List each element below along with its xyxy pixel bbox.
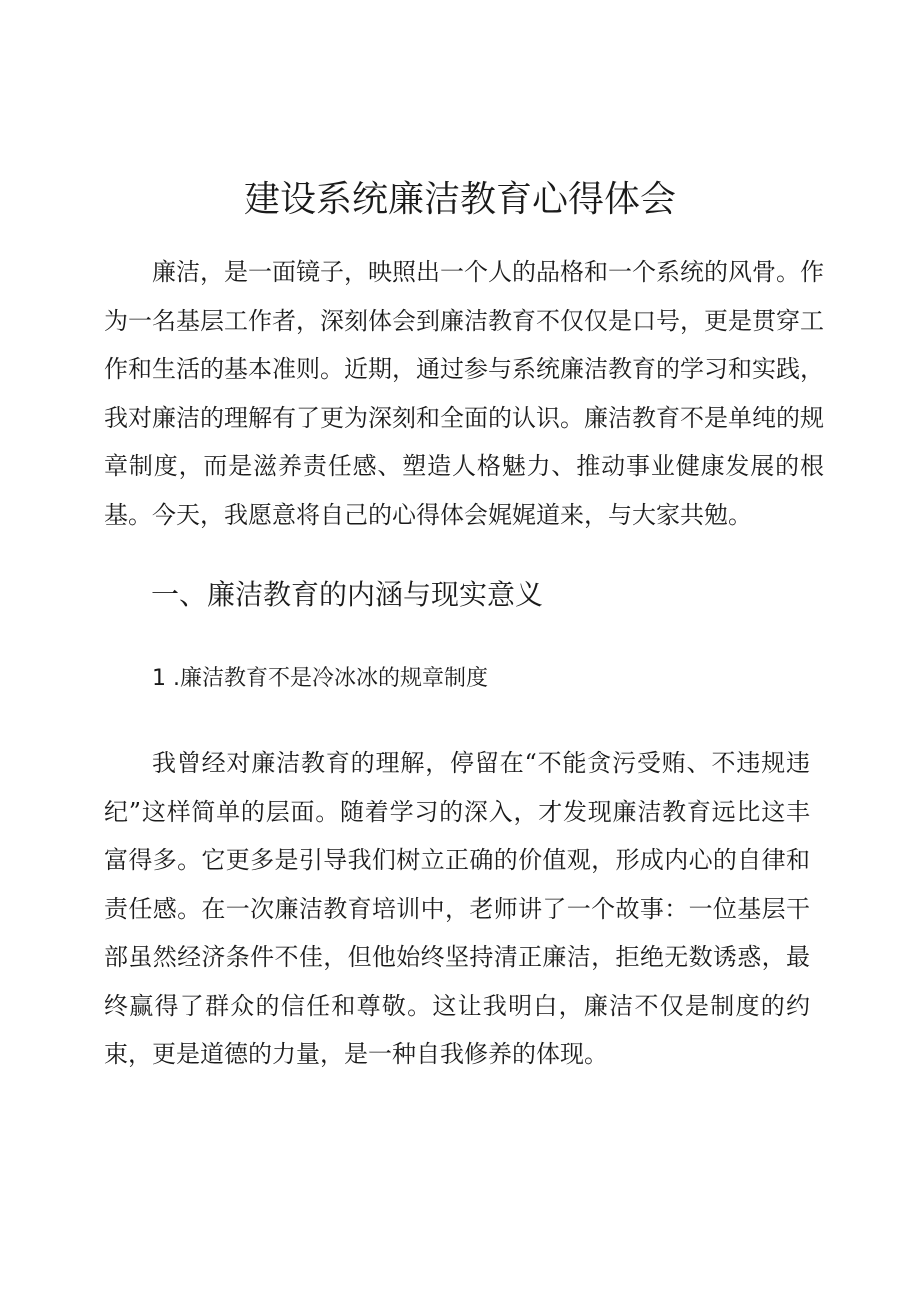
subsection-paragraph: 我曾经对廉洁教育的理解，停留在“不能贪污受贿、不违规违纪”这样简单的层面。随着学习的深入，才发现廉洁教育远比这丰富得多。它更多是引导我们树立正确的价值观，形成内心的自律和责任感。在一次廉洁教育培训中，老师讲了一个故事：一位基层干部虽然经济条件不佳，但他始终坚持清正廉洁，拒绝无数诱惑，最终赢得了群众的信任和尊敬。这让我明白，廉洁不仅是制度的约束，更是道德的力量，是一种自我修养的体现。 bbox=[104, 749, 810, 1068]
intro-paragraph: 廉洁，是一面镜子，映照出一个人的品格和一个系统的风骨。作为一名基层工作者，深刻体会到廉洁教育不仅仅是口号，更是贯穿工作和生活的基本准则。近期，通过参与系统廉洁教育的学习和实践，我对廉洁的理解有了更为深刻和全面的认识。廉洁教育不是单纯的规章制度，而是滋养责任感、塑造人格魅力、推动事业健康发展的根基。今天，我愿意将自己的心得体会娓娓道来，与大家共勉。 bbox=[104, 258, 824, 529]
section-heading: 一、廉洁教育的内涵与现实意义 bbox=[151, 578, 544, 611]
subsection-heading: 1 .廉洁教育不是冷冰冰的规章制度 bbox=[152, 666, 488, 691]
document-title: 建设系统廉洁教育心得体会 bbox=[243, 179, 676, 220]
